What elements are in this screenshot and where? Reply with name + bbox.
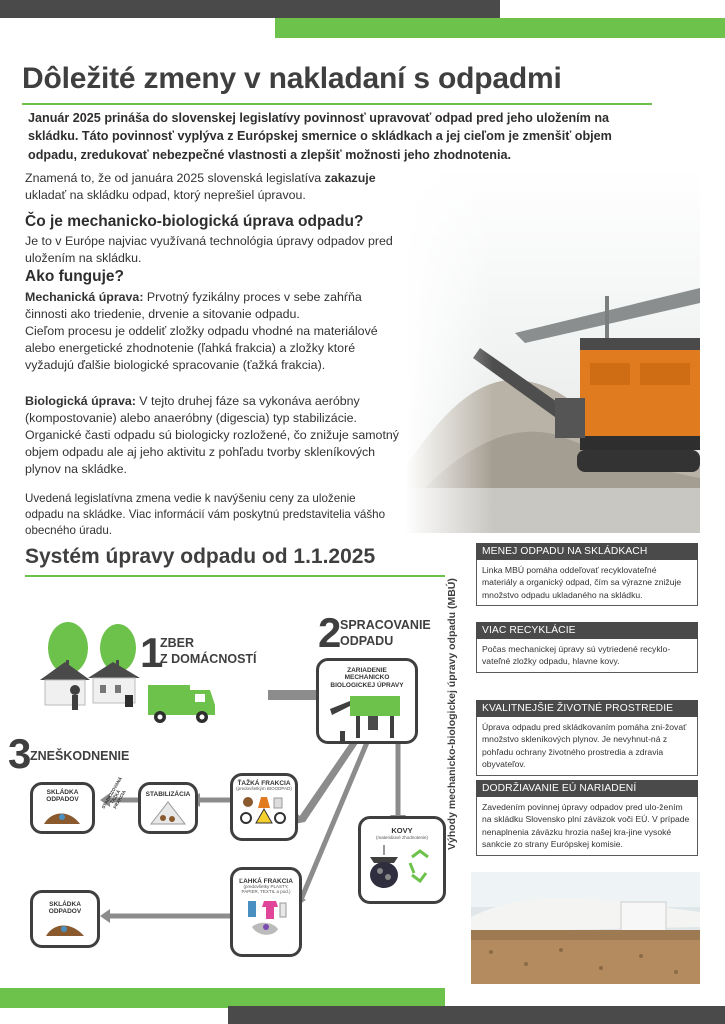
heading-what-is-mbu: Čo je mechanicko-biologická úprava odpadu? [25, 213, 364, 230]
metals-box [358, 816, 446, 904]
top-green-band [275, 18, 725, 38]
landfill-photo [471, 872, 700, 984]
benefits-vertical-label: Výhody mechanicko-biologickej úpravy odpadu (MBÚ) [446, 578, 458, 850]
benefit-text: Zavedením povinnej úpravy odpadov pred ulo-žením na skládku Slovensko plní záväzok voči EÚ. V prípade nenaplnenia záväzku hrozia našej kra-jine vysoké sankcie zo strany Európskej komisie. [482, 802, 690, 850]
benefit-title: DODRŽIAVANIE EÚ NARIADENÍ [476, 780, 698, 797]
landfill-1-label: SKLÁDKA ODPADOV [46, 789, 79, 804]
heavy-fraction-label: ŤAŽKÁ FRAKCIA [237, 780, 291, 787]
mechanical-text-2: Cieľom procesu je oddeliť zložky odpadu vhodné na materiálové alebo energetické zhodnotenie (ľahká frakcia) a zložky ktoré vyžadujú ďalšie biologické spracovanie (ťažká frakcia). [25, 324, 378, 373]
step-3-number: 3 [8, 730, 32, 777]
step-2-label-b: ODPADU [340, 633, 394, 648]
system-title: Systém úpravy odpadu od 1.1.2025 [25, 545, 376, 568]
benefit-title: VIAC RECYKLÁCIE [476, 622, 698, 639]
step-1-number: 1 [140, 629, 164, 676]
heading-how-it-works: Ako funguje? [25, 268, 125, 285]
plant-box [316, 658, 418, 744]
heavy-fraction-sub: (predovšetkým BIOODPAD) [236, 786, 292, 792]
ban-text-bold: zakazuje [324, 171, 376, 185]
step-2-number: 2 [318, 609, 342, 656]
benefit-title: MENEJ ODPADU NA SKLÁDKACH [476, 543, 698, 560]
mechanical-paragraph [25, 289, 403, 375]
light-fraction-label: ĽAHKÁ FRAKCIA [239, 878, 293, 885]
bottom-green-band [0, 988, 445, 1008]
step-1-label-b: Z DOMÁCNOSTÍ [160, 651, 257, 666]
step-2-label [340, 618, 431, 649]
plant-label: ZARIADENIE MECHANICKO BIOLOGICKEJ ÚPRAVY [330, 667, 404, 689]
houses-illustration [40, 622, 140, 710]
step-2-label-a: SPRACOVANIE [340, 618, 431, 632]
benefit-more-recycling [476, 622, 698, 673]
system-divider [25, 575, 445, 577]
intro-paragraph: Január 2025 prináša do slovenskej legislatívy povinnosť upravovať odpad pred jeho uložením na skládku. Táto povinnosť vyplýva z Európskej smernice o skládkach a jej cieľom je zmenšiť objem odpadu, zredukovať nebezpečné vlastnosti a zlepšiť možnosti jeho zhodnotenia. [28, 111, 612, 162]
metals-sub: (materiálové zhodnotenie) [375, 834, 429, 840]
closing-paragraph: Uvedená legislatívna zmena vedie k navýšeniu ceny za uloženie odpadu na skládke. Viac informácií vám poskytnú predstavitelia vášho obecného úradu. [25, 492, 386, 537]
bottom-dark-band [228, 1006, 725, 1024]
benefit-text: Linka MBÚ pomáha oddeľovať recyklovateľné materiály a organický odpad, čím sa výrazne znižuje množstvo odpadu ukladaného na skládku. [482, 565, 682, 600]
benefit-environment [476, 700, 698, 776]
benefit-text: Počas mechanickej úpravy sú vytriedené recyklo-vateľné zložky odpadu, hlavne kovy. [482, 644, 671, 667]
benefit-less-waste [476, 543, 698, 606]
garbage-truck-icon [148, 685, 215, 723]
step-1-label [160, 636, 257, 667]
mechanical-text: Prvotný fyzikálny proces v sebe zahŕňa činnosti ako triedenie, drvenie a sitovanie odpadu. [25, 290, 362, 322]
ban-text-after: ukladať na skládku odpad, ktorý neprešiel úpravou. [25, 188, 306, 203]
step-3-label: ZNEŠKODNENIE [30, 749, 130, 763]
benefit-title: KVALITNEJŠIE ŽIVOTNÉ PROSTREDIE [476, 700, 698, 717]
landfill-2-label: SKLÁDKA ODPADOV [48, 901, 82, 916]
process-diagram [0, 590, 470, 990]
stabilization-label: STABILIZÁCIA [145, 791, 191, 798]
ban-text-before: Znamená to, že od januára 2025 slovenská legislatíva [25, 171, 325, 185]
metals-label: KOVY [391, 826, 413, 835]
benefit-text: Úprava odpadu pred skládkovaním pomáha zni-žovať množstvo skleníkových plynov. Je nevyhnut-ná z pohľadu ochrany životného prostredia a zdravia obyvateľov. [482, 722, 687, 770]
paragraph-ban [25, 170, 405, 204]
shredder-machine-photo [405, 168, 700, 533]
biological-label: Biologická úprava: [25, 394, 136, 408]
step-1-label-a: ZBER [160, 636, 195, 650]
benefit-eu-compliance [476, 780, 698, 856]
answer-what-is-mbu: Je to v Európe najviac využívaná technológia úpravy odpadov pred uložením na skládku. [25, 234, 393, 266]
light-fraction-sub: (predovšetky PLASTY, PAPIER, TEXTIL a pod.) [241, 884, 291, 895]
title-divider [22, 103, 652, 105]
mechanical-label: Mechanická úprava: [25, 290, 144, 304]
page-title: Dôležité zmeny v nakladaní s odpadmi [22, 62, 562, 95]
stabilization-box [138, 782, 198, 834]
biological-paragraph [25, 393, 403, 479]
landfill-box-1 [30, 782, 95, 834]
top-dark-band [0, 0, 500, 18]
biological-text: V tejto druhej fáze sa vykonáva aeróbny (kompostovanie) alebo anaeróbny (digescia) typ stabilizácie. Organické časti odpadu sú biologicky rozložené, čo znižuje samotný objem odpadu ale aj jeho aktivitu z pohľadu tvorby skleníkových plynov na skládke. [25, 394, 399, 477]
light-fraction-box [230, 867, 302, 957]
landfill-box-2 [30, 890, 100, 948]
stabilized-note: STABILIZOVANÁ ŤAŽKÁ FRAKCIA [100, 776, 127, 810]
heavy-fraction-box [230, 773, 298, 841]
